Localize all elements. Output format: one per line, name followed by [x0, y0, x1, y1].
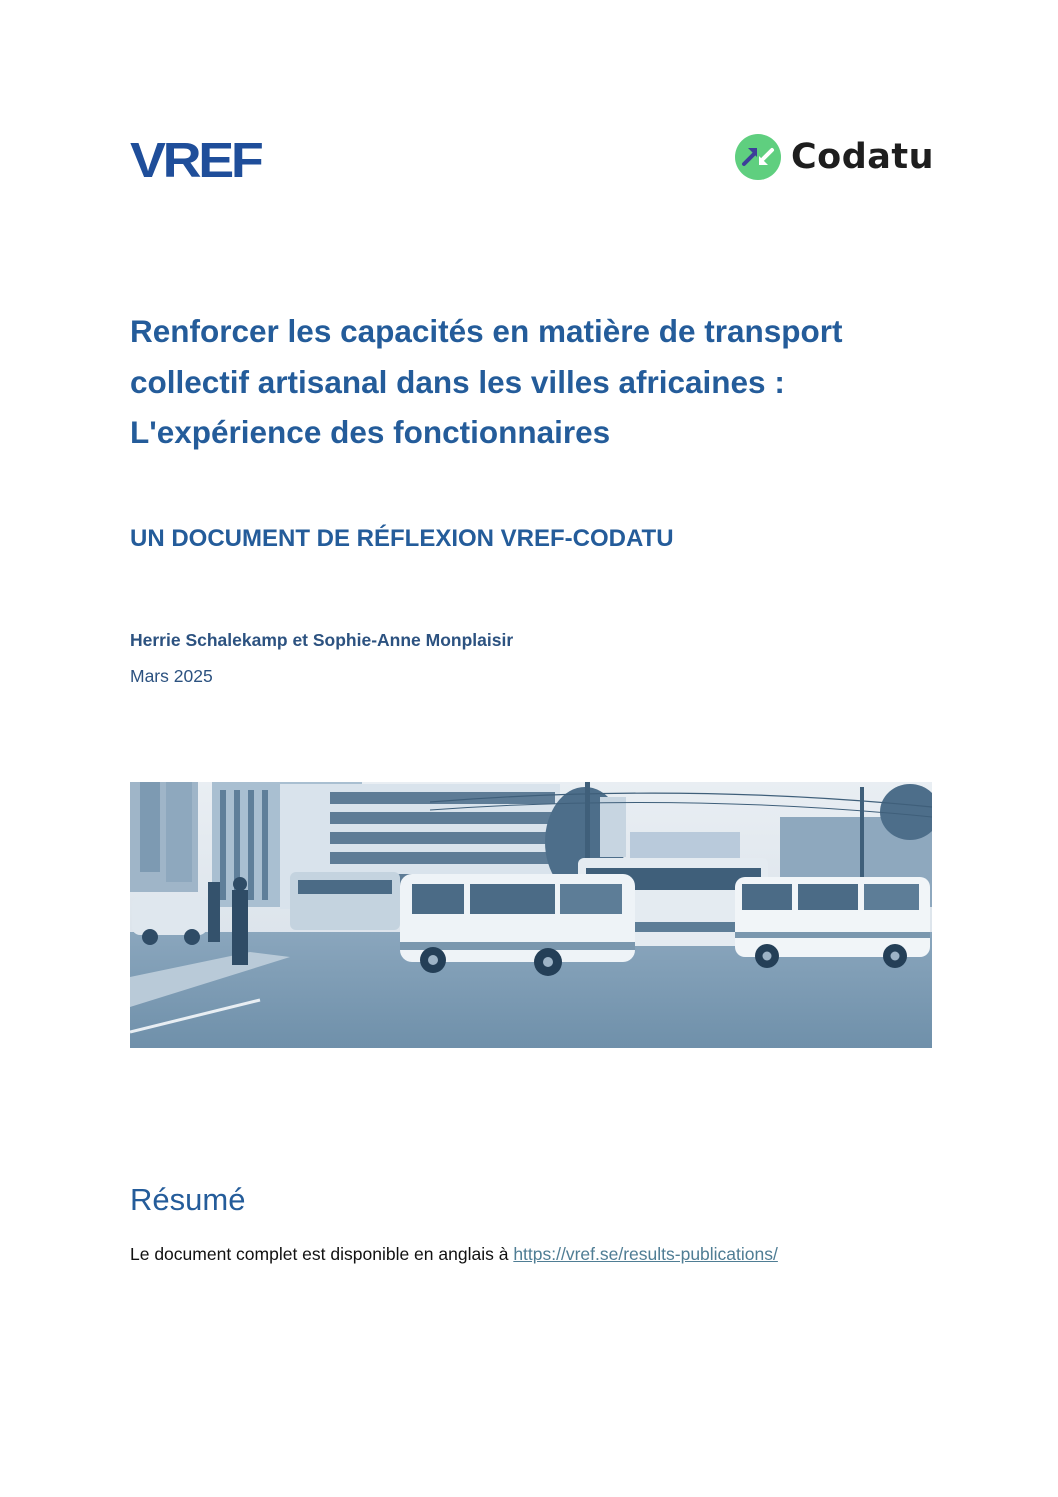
title-line-1: Renforcer les capacités en matière de transport [130, 313, 843, 349]
codatu-wordmark: Codatu [791, 137, 935, 177]
document-subtitle: UN DOCUMENT DE RÉFLEXION VREF-CODATU [130, 525, 674, 552]
vref-logo: VREF [130, 134, 261, 188]
authors: Herrie Schalekamp et Sophie-Anne Monplaisir [130, 630, 514, 650]
codatu-arrows-icon [735, 134, 781, 180]
publication-date: Mars 2025 [130, 666, 213, 686]
publications-link[interactable]: https://vref.se/results-publications/ [513, 1244, 778, 1264]
note-text: Le document complet est disponible en anglais à [130, 1244, 514, 1264]
document-title [130, 306, 930, 458]
codatu-logo [735, 133, 934, 181]
summary-heading: Résumé [130, 1182, 246, 1217]
title-line-2: collectif artisanal dans les villes africaines : [130, 363, 785, 400]
full-document-note [130, 1243, 778, 1265]
cover-photo-street-minibuses [130, 782, 932, 1048]
title-line-3: L'expérience des fonctionnaires [130, 414, 611, 450]
